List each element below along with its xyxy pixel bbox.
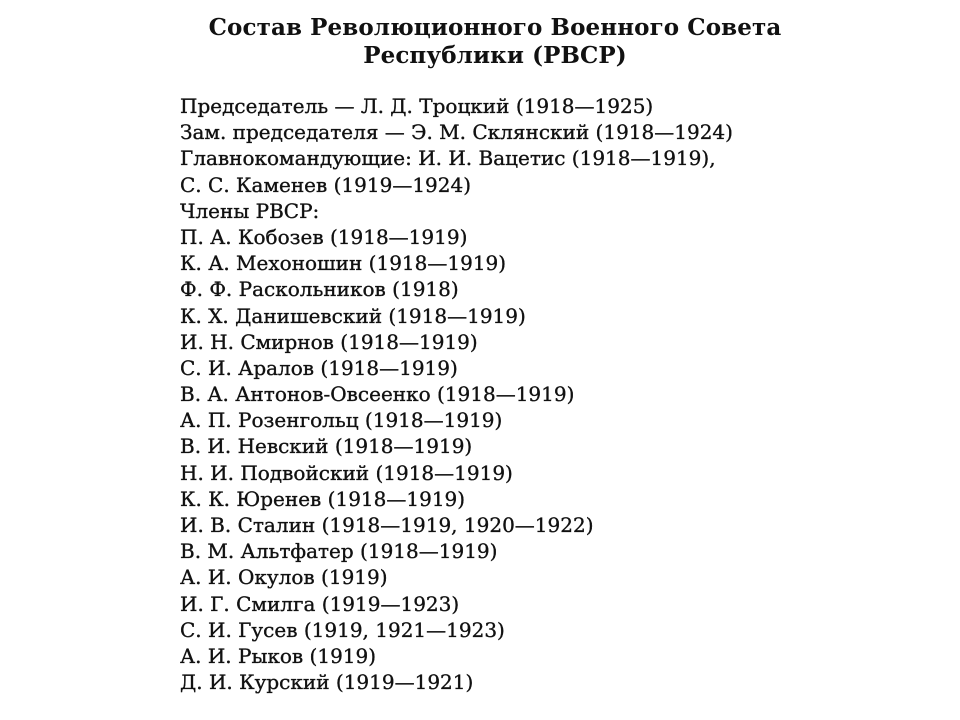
list-line-deputy-chairman: Зам. председателя — Э. М. Склянский (1918—1924): [180, 120, 733, 145]
list-item: С. И. Аралов (1918—1919): [180, 355, 458, 380]
list-item: А. И. Окулов (1919): [180, 565, 388, 590]
document-title: [190, 14, 800, 70]
list-item: Ф. Ф. Раскольников (1918): [180, 277, 459, 302]
list-item: И. В. Сталин (1918—1919, 1920—1922): [180, 513, 594, 537]
list-item: И. Г. Смилга (1919—1923): [180, 591, 460, 616]
title-line-2: Республики (РВСР): [363, 42, 627, 69]
list-line-commanders-in-chief: Главнокомандующие: И. И. Вацетис (1918—1919),: [180, 146, 716, 171]
list-item: В. И. Невский (1918—1919): [180, 434, 473, 459]
list-item: Д. И. Курский (1919—1921): [180, 670, 474, 695]
list-line-chairman: Председатель — Л. Д. Троцкий (1918—1925): [180, 94, 654, 118]
list-item: К. А. Мехоношин (1918—1919): [180, 251, 507, 276]
list-item: А. И. Рыков (1919): [180, 643, 377, 668]
list-item: Н. И. Подвойский (1918—1919): [180, 460, 513, 485]
list-item: А. П. Розенгольц (1918—1919): [180, 408, 503, 433]
title-line-1: Состав Революционного Военного Совета: [208, 14, 782, 41]
list-item: И. Н. Смирнов (1918—1919): [180, 329, 478, 354]
list-item: В. М. Альтфатер (1918—1919): [180, 539, 498, 564]
list-item: С. И. Гусев (1919, 1921—1923): [180, 617, 505, 642]
list-line-commander-continued: С. С. Каменев (1919—1924): [180, 172, 472, 197]
list-item: В. А. Антонов-Овсеенко (1918—1919): [180, 382, 575, 407]
list-item: П. А. Кобозев (1918—1919): [180, 224, 468, 249]
members-list: [180, 93, 920, 695]
list-item: К. К. Юренев (1918—1919): [180, 486, 466, 511]
list-item: К. Х. Данишевский (1918—1919): [180, 303, 526, 328]
list-line-members-heading: Члены РВСР:: [180, 198, 320, 223]
